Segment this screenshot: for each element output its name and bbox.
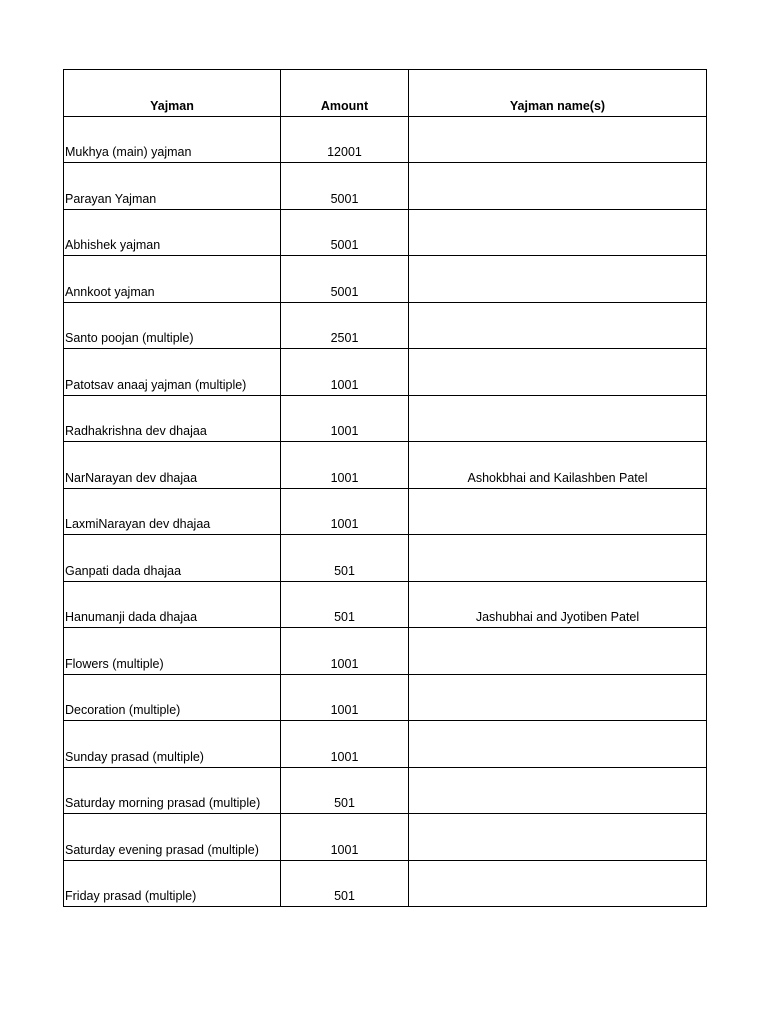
cell-amount: 1001 (281, 488, 409, 535)
table-row (64, 535, 707, 582)
cell-yajman-names (409, 256, 707, 303)
cell-yajman-names (409, 209, 707, 256)
cell-yajman: Ganpati dada dhajaa (64, 535, 281, 582)
table-row (64, 581, 707, 628)
table-row (64, 721, 707, 768)
cell-yajman-names (409, 674, 707, 721)
cell-yajman: Sunday prasad (multiple) (64, 721, 281, 768)
cell-yajman-names (409, 395, 707, 442)
cell-yajman: Patotsav anaaj yajman (multiple) (64, 349, 281, 396)
cell-amount: 1001 (281, 721, 409, 768)
header-yajman-names: Yajman name(s) (409, 70, 707, 117)
table-row (64, 349, 707, 396)
cell-amount: 501 (281, 581, 409, 628)
header-yajman: Yajman (64, 70, 281, 117)
cell-yajman: Saturday morning prasad (multiple) (64, 767, 281, 814)
table-row (64, 442, 707, 489)
cell-yajman: Radhakrishna dev dhajaa (64, 395, 281, 442)
cell-amount: 501 (281, 535, 409, 582)
cell-yajman-names (409, 721, 707, 768)
cell-yajman: Annkoot yajman (64, 256, 281, 303)
cell-amount: 1001 (281, 442, 409, 489)
cell-yajman-names (409, 535, 707, 582)
table-row (64, 767, 707, 814)
table-row (64, 674, 707, 721)
table-body (64, 116, 707, 907)
cell-amount: 1001 (281, 674, 409, 721)
table-row (64, 628, 707, 675)
cell-yajman-names (409, 814, 707, 861)
table-row (64, 209, 707, 256)
cell-yajman-names: Ashokbhai and Kailashben Patel (409, 442, 707, 489)
table-row (64, 302, 707, 349)
cell-yajman: Friday prasad (multiple) (64, 860, 281, 907)
yajman-table (63, 69, 707, 907)
cell-yajman-names (409, 628, 707, 675)
cell-amount: 12001 (281, 116, 409, 163)
cell-yajman-names (409, 860, 707, 907)
cell-amount: 501 (281, 767, 409, 814)
header-row (64, 70, 707, 117)
cell-yajman: Parayan Yajman (64, 163, 281, 210)
cell-yajman-names (409, 349, 707, 396)
cell-amount: 5001 (281, 209, 409, 256)
cell-yajman: Flowers (multiple) (64, 628, 281, 675)
cell-amount: 5001 (281, 256, 409, 303)
cell-yajman: NarNarayan dev dhajaa (64, 442, 281, 489)
cell-amount: 1001 (281, 814, 409, 861)
table-row (64, 256, 707, 303)
cell-amount: 1001 (281, 349, 409, 396)
cell-yajman-names (409, 767, 707, 814)
cell-yajman: Saturday evening prasad (multiple) (64, 814, 281, 861)
cell-yajman-names (409, 163, 707, 210)
cell-yajman: Hanumanji dada dhajaa (64, 581, 281, 628)
cell-yajman-names (409, 116, 707, 163)
table-row (64, 116, 707, 163)
cell-yajman: Decoration (multiple) (64, 674, 281, 721)
table-row (64, 163, 707, 210)
cell-amount: 1001 (281, 628, 409, 675)
cell-yajman-names (409, 302, 707, 349)
table-row (64, 488, 707, 535)
cell-amount: 2501 (281, 302, 409, 349)
header-amount: Amount (281, 70, 409, 117)
cell-amount: 501 (281, 860, 409, 907)
table-row (64, 814, 707, 861)
cell-yajman: Abhishek yajman (64, 209, 281, 256)
table-row (64, 860, 707, 907)
cell-yajman: Mukhya (main) yajman (64, 116, 281, 163)
cell-yajman: Santo poojan (multiple) (64, 302, 281, 349)
cell-amount: 5001 (281, 163, 409, 210)
table-row (64, 395, 707, 442)
cell-yajman-names: Jashubhai and Jyotiben Patel (409, 581, 707, 628)
table-header (64, 70, 707, 117)
cell-yajman-names (409, 488, 707, 535)
cell-yajman: LaxmiNarayan dev dhajaa (64, 488, 281, 535)
cell-amount: 1001 (281, 395, 409, 442)
